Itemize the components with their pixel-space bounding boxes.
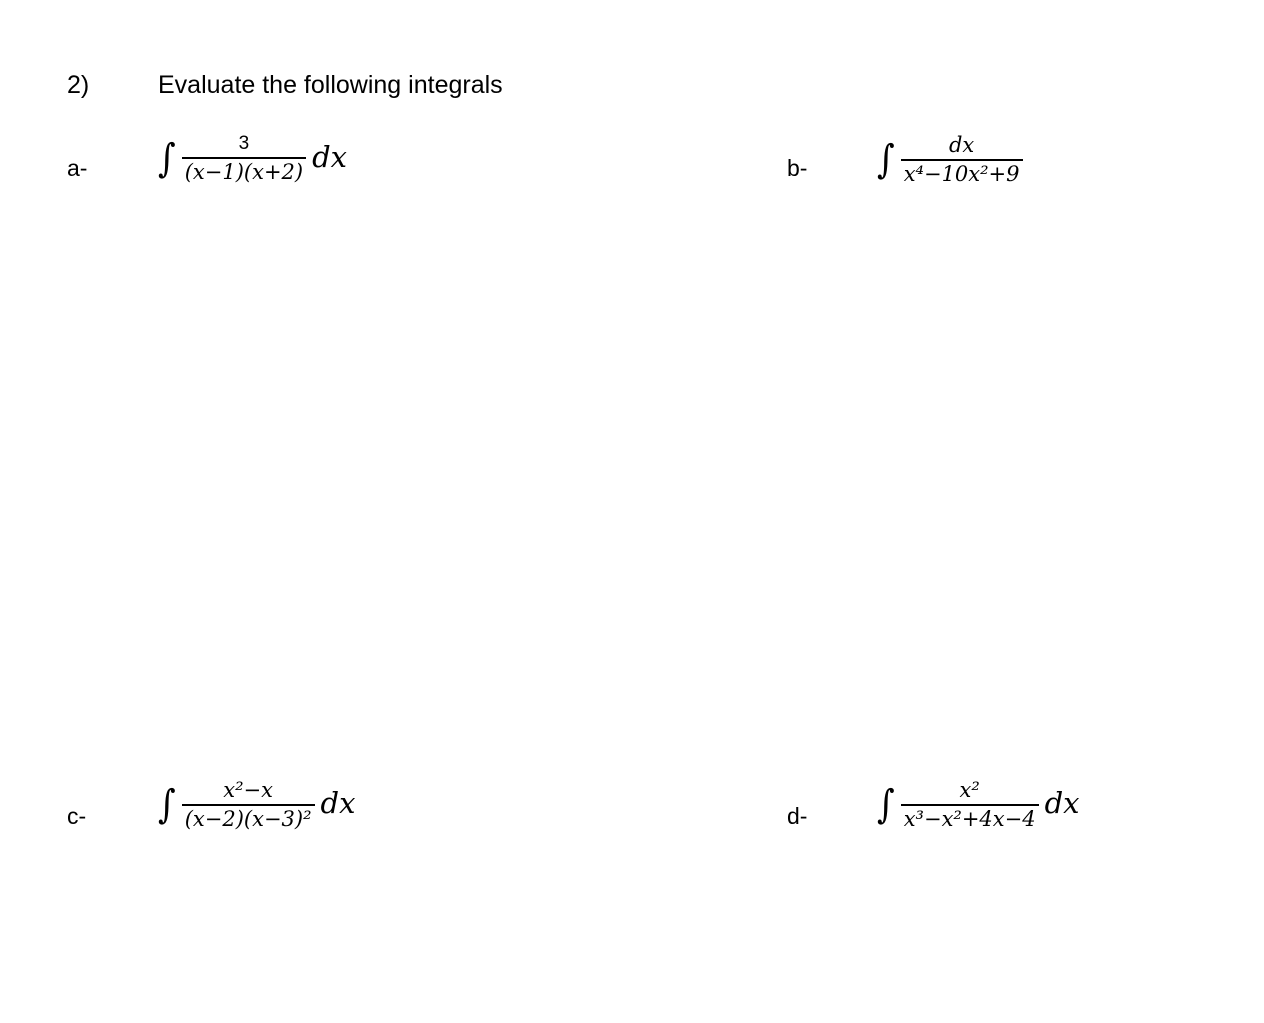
integral-sign: ∫ xyxy=(877,137,895,184)
part-d-differential: dx xyxy=(1044,786,1080,821)
part-c-integral xyxy=(158,779,355,831)
integral-sign: ∫ xyxy=(158,782,176,829)
integral-sign: ∫ xyxy=(877,782,895,829)
part-a-integral xyxy=(158,134,347,184)
part-b-label: b- xyxy=(787,155,808,181)
part-b-integral xyxy=(877,134,1023,186)
part-a-numerator: 3 xyxy=(238,133,250,154)
problem-number: 2) xyxy=(67,71,90,99)
part-c-fraction xyxy=(182,779,315,831)
part-c-differential: dx xyxy=(320,786,356,821)
part-a-denominator: (x−1)(x+2) xyxy=(184,159,304,184)
part-d-integral xyxy=(877,779,1080,831)
part-c-denominator: (x−2)(x−3)² xyxy=(184,807,312,832)
part-d-denominator: x³−x²+4x−4 xyxy=(903,807,1036,832)
part-d-numerator: x² xyxy=(959,778,980,802)
part-a-label: a- xyxy=(67,155,88,181)
part-b-fraction xyxy=(901,134,1023,186)
part-d-fraction xyxy=(901,779,1039,831)
integral-sign: ∫ xyxy=(158,135,176,182)
part-d-label: d- xyxy=(787,803,808,829)
problem-instruction: Evaluate the following integrals xyxy=(158,71,503,99)
part-c-numerator: x²−x xyxy=(223,778,273,802)
part-b-denominator: x⁴−10x²+9 xyxy=(903,162,1020,187)
part-b-numerator: dx xyxy=(948,133,975,157)
part-a-differential: dx xyxy=(312,139,348,174)
part-c-label: c- xyxy=(67,803,87,829)
part-a-fraction xyxy=(182,134,306,184)
